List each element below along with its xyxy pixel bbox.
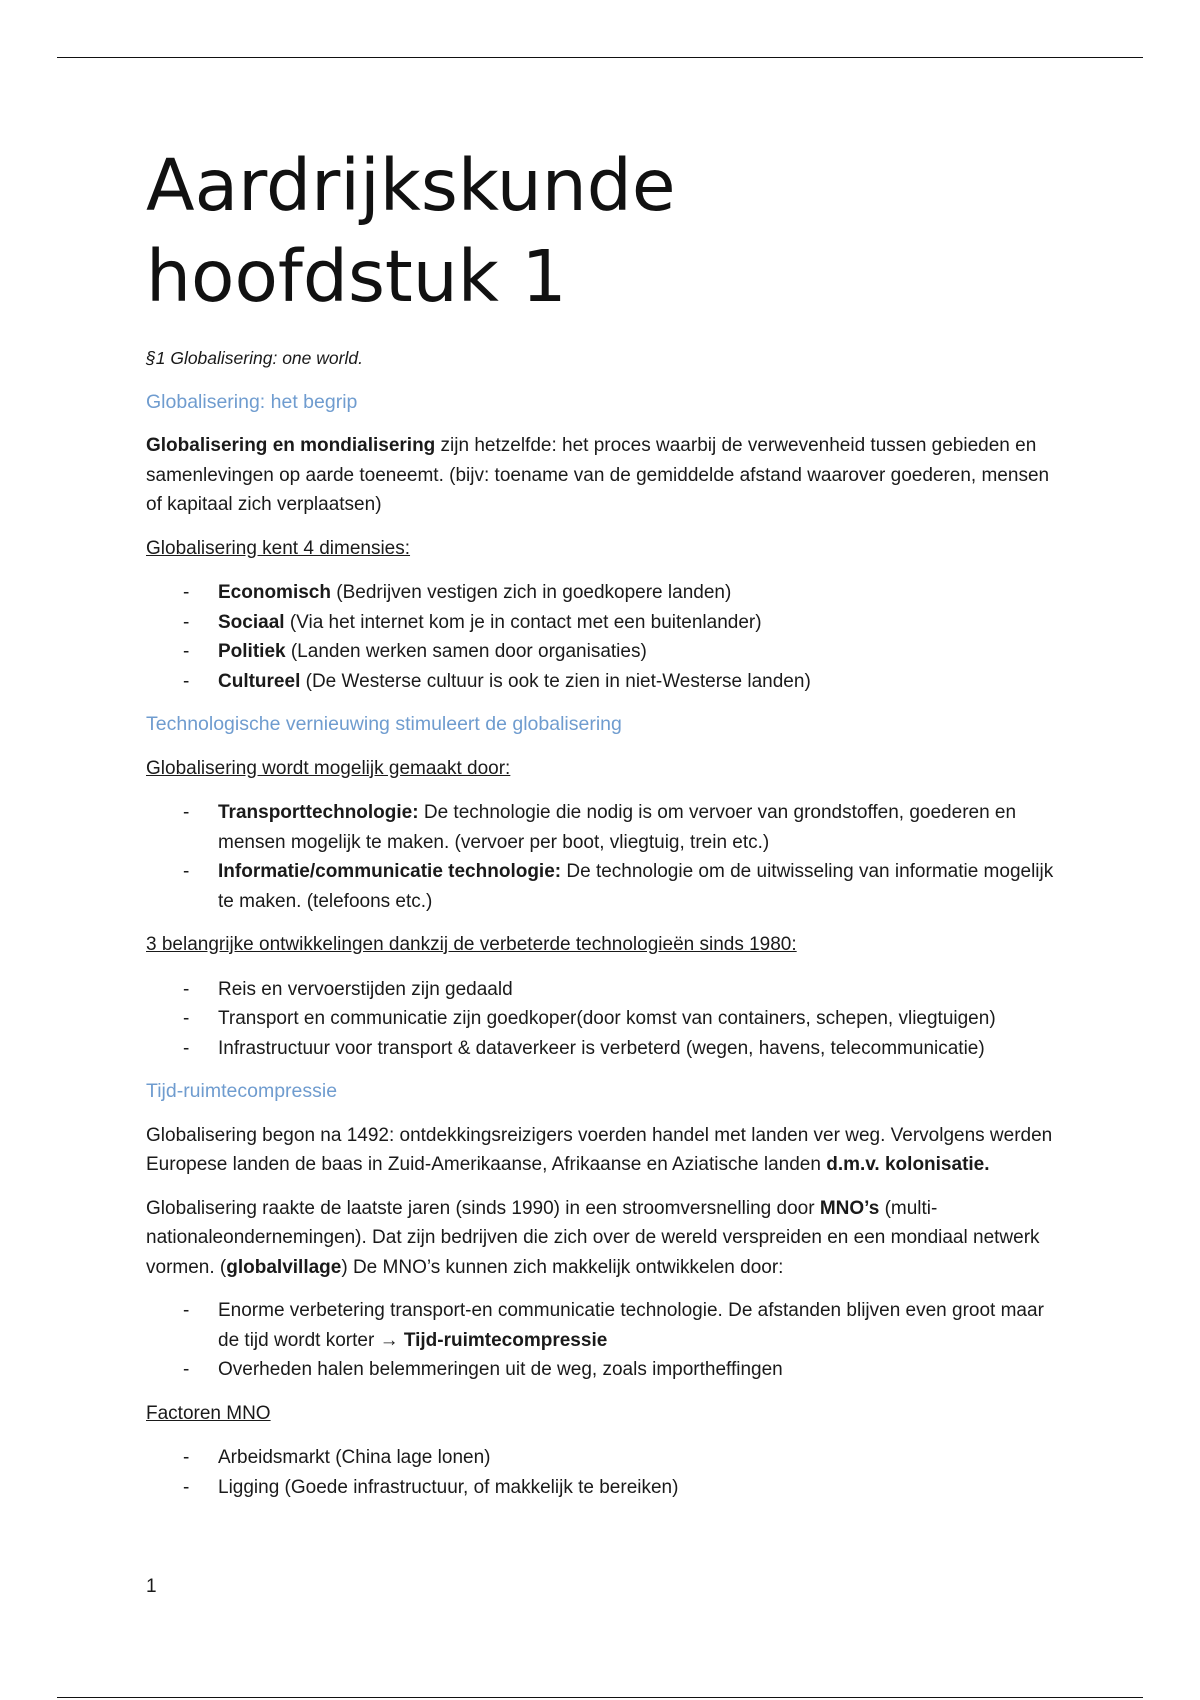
underlined-heading-enablers: Globalisering wordt mogelijk gemaakt door: bbox=[146, 757, 511, 779]
item-text: Reis en vervoerstijden zijn gedaald bbox=[218, 978, 513, 1000]
list-item bbox=[146, 608, 1066, 638]
bold-term: Tijd-ruimtecompressie bbox=[398, 1329, 608, 1351]
bold-term: Economisch bbox=[218, 582, 331, 603]
bold-term: d.m.v. kolonisatie. bbox=[826, 1154, 990, 1175]
item-text: De technologie die nodig is om vervoer van grondstoffen, goederen en mensen mogelijk te maken. (vervoer per boot, vliegtuig, trein etc.) bbox=[218, 802, 1017, 853]
paragraph-text: zijn hetzelfde: het proces waarbij de verwevenheid tussen gebieden en samenlevingen op aarde toeneemt. (bijv: toename van de gemiddelde afstand waarover goederen, mensen of kapitaal zich verplaatsen) bbox=[146, 435, 1050, 515]
heading-technology: Technologische vernieuwing stimuleert de globalisering bbox=[146, 713, 622, 735]
list-item bbox=[146, 1443, 1066, 1473]
dash-bullet: - bbox=[183, 611, 190, 633]
dash-bullet: - bbox=[183, 978, 190, 1000]
item-text: De technologie om de uitwisseling van informatie mogelijk te maken. (telefoons etc.) bbox=[218, 861, 1054, 912]
item-text: (Landen werken samen door organisaties) bbox=[285, 641, 647, 662]
list-item bbox=[146, 578, 1066, 608]
item-text: Transport en communicatie zijn goedkoper(door komst van containers, schepen, vliegtuigen) bbox=[218, 1008, 996, 1029]
paragraph-history bbox=[146, 1121, 1066, 1180]
list-item bbox=[146, 637, 1066, 667]
factors-list bbox=[146, 1443, 1066, 1502]
bold-term: MNO’s bbox=[819, 1197, 880, 1219]
bold-term: Informatie/communicatie technologie: bbox=[218, 861, 562, 882]
page-number: 1 bbox=[146, 1576, 157, 1597]
bold-term: Politiek bbox=[218, 641, 286, 662]
title-line-2: hoofdstuk 1 bbox=[146, 235, 567, 318]
bold-term: Cultureel bbox=[218, 670, 301, 692]
section-subtitle: §1 Globalisering: one world. bbox=[146, 348, 363, 368]
dash-bullet: - bbox=[183, 1447, 190, 1468]
list-item bbox=[146, 1473, 1066, 1503]
bold-term: Globalisering en mondialisering bbox=[146, 435, 436, 456]
underlined-heading-dimensions: Globalisering kent 4 dimensies: bbox=[146, 537, 411, 559]
dash-bullet: - bbox=[183, 1359, 190, 1380]
list-item bbox=[146, 975, 1066, 1005]
paragraph-mno bbox=[146, 1194, 1066, 1283]
technology-list bbox=[146, 798, 1066, 916]
list-item bbox=[146, 857, 1066, 916]
paragraph-text: Globalisering raakte de laatste jaren (sinds 1990) in een stroomversnelling door bbox=[146, 1197, 820, 1219]
item-text: (De Westerse cultuur is ook te zien in niet-Westerse landen) bbox=[300, 670, 811, 692]
list-item bbox=[146, 1034, 1066, 1064]
item-text: Overheden halen belemmeringen uit de weg, zoals importheffingen bbox=[218, 1359, 783, 1380]
developments-list bbox=[146, 975, 1066, 1064]
bold-term: globalvillage bbox=[226, 1256, 342, 1278]
list-item bbox=[146, 798, 1066, 857]
item-text: Enorme verbetering transport-en communicatie technologie. De afstanden blijven even groot maar de tijd wordt korter bbox=[218, 1300, 1044, 1351]
dash-bullet: - bbox=[183, 1037, 190, 1059]
mno-list bbox=[146, 1296, 1066, 1385]
dash-bullet: - bbox=[183, 802, 190, 823]
bold-term: Transporttechnologie: bbox=[218, 802, 419, 823]
dash-bullet: - bbox=[183, 641, 190, 662]
item-text: (Via het internet kom je in contact met een buitenlander) bbox=[284, 611, 762, 633]
dash-bullet: - bbox=[183, 1476, 190, 1498]
dash-bullet: - bbox=[183, 1008, 190, 1029]
dash-bullet: - bbox=[183, 1300, 190, 1321]
dimensions-list bbox=[146, 578, 1066, 696]
paragraph-text: ) De MNO’s kunnen zich makkelijk ontwikkelen door: bbox=[341, 1256, 784, 1278]
dash-bullet: - bbox=[183, 861, 190, 882]
list-item bbox=[146, 1004, 1066, 1034]
heading-time-space: Tijd-ruimtecompressie bbox=[146, 1080, 338, 1102]
item-text: Ligging (Goede infrastructuur, of makkelijk te bereiken) bbox=[218, 1476, 679, 1498]
page-title bbox=[146, 140, 1066, 322]
title-line-1: Aardrijkskunde bbox=[146, 144, 676, 227]
underlined-heading-developments: 3 belangrijke ontwikkelingen dankzij de verbeterde technologieën sinds 1980: bbox=[146, 934, 797, 955]
paragraph-text: Globalisering begon na 1492: ontdekkingsreizigers voerden handel met landen ver weg. Vervolgens werden Europese landen de baas in Zuid-Amerikaanse, Afrikaanse en Aziatische landen bbox=[146, 1124, 1053, 1175]
item-text: Infrastructuur voor transport & dataverkeer is verbeterd (wegen, havens, telecommunicatie) bbox=[218, 1037, 985, 1059]
heading-begrip: Globalisering: het begrip bbox=[146, 390, 358, 413]
item-text: (Bedrijven vestigen zich in goedkopere landen) bbox=[330, 582, 732, 603]
paragraph-definition bbox=[146, 431, 1066, 520]
list-item bbox=[146, 1296, 1066, 1355]
list-item bbox=[146, 1355, 1066, 1385]
item-text: Arbeidsmarkt (China lage lonen) bbox=[218, 1447, 491, 1468]
dash-bullet: - bbox=[183, 582, 190, 603]
bold-term: Sociaal bbox=[218, 611, 285, 633]
bottom-rule bbox=[57, 1697, 1143, 1698]
dash-bullet: - bbox=[183, 670, 190, 692]
top-rule bbox=[57, 57, 1143, 58]
underlined-heading-factors: Factoren MNO bbox=[146, 1402, 271, 1424]
arrow-icon: → bbox=[379, 1329, 399, 1351]
document-page bbox=[146, 140, 1066, 1516]
paragraph-text: (multi-nationaleondernemingen). Dat zijn bedrijven die zich over de wereld verspreiden en een mondiaal netwerk vormen. ( bbox=[146, 1197, 1040, 1278]
list-item bbox=[146, 667, 1066, 697]
